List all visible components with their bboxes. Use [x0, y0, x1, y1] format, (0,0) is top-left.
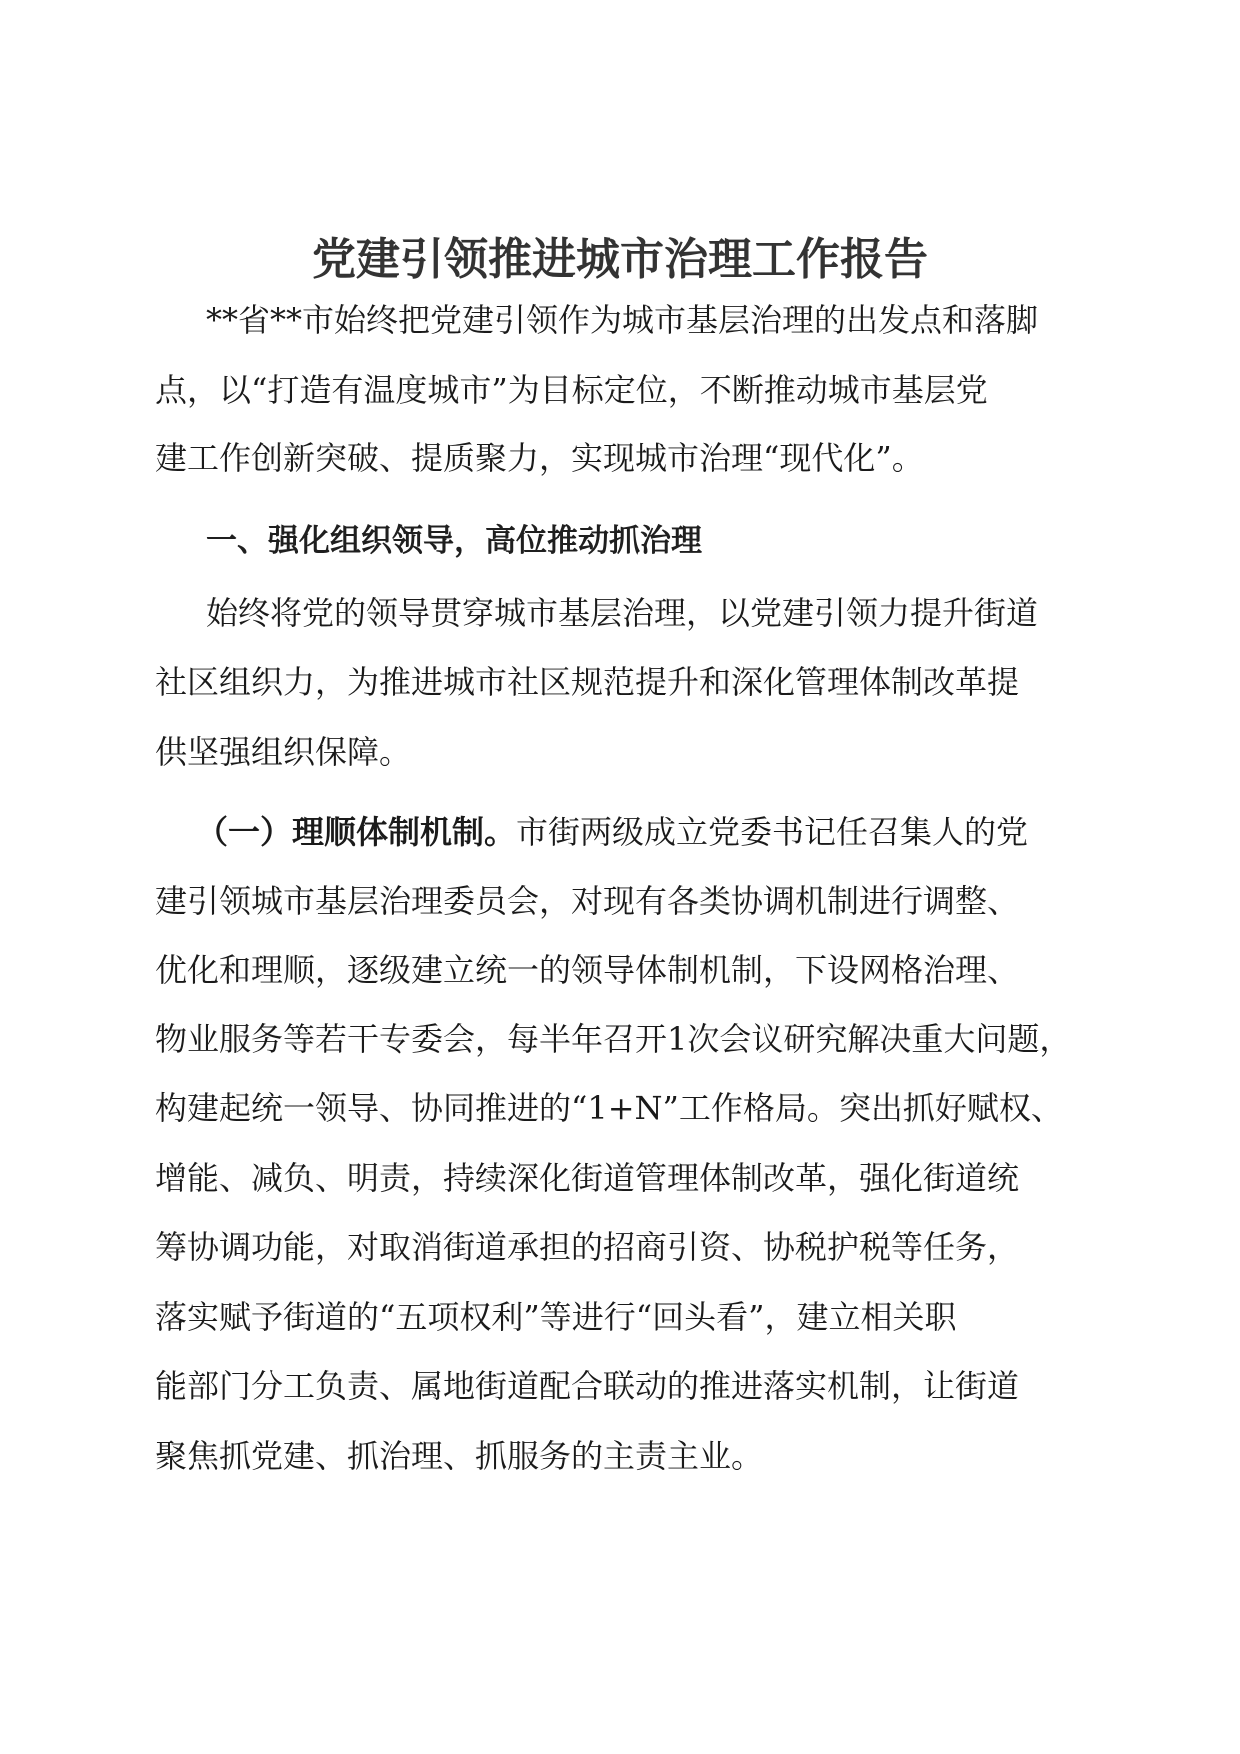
subsection1-line-1	[196, 806, 1028, 858]
section1-line-3: 供坚强组织保障。	[155, 733, 412, 771]
subsection1-line-8: 落实赋予街道的“五项权利”等进行“回头看”，建立相关职	[155, 1298, 957, 1336]
subsection-label: （一）理顺体制机制。	[196, 813, 517, 851]
intro-line-2: 点，以“打造有温度城市”为目标定位，不断推动城市基层党	[155, 371, 988, 409]
subsection1-line-4: 物业服务等若干专委会，每半年召开1次会议研究解决重大问题，	[155, 1020, 1072, 1058]
subsection1-line-7: 筹协调功能，对取消街道承担的招商引资、协税护税等任务，	[155, 1228, 1020, 1266]
section1-line-1: 始终将党的领导贯穿城市基层治理，以党建引领力提升街道	[206, 594, 1039, 632]
subsection1-line-3: 优化和理顺，逐级建立统一的领导体制机制，下设网格治理、	[155, 951, 1020, 989]
intro-line-3: 建工作创新突破、提质聚力，实现城市治理“现代化”。	[155, 439, 924, 477]
subsection1-line-9: 能部门分工负责、属地街道配合联动的推进落实机制，让街道	[155, 1367, 1020, 1405]
subsection1-text-1: 市街两级成立党委书记任召集人的党	[516, 813, 1029, 851]
document-title: 党建引领推进城市治理工作报告	[312, 234, 928, 285]
subsection1-line-5: 构建起统一领导、协同推进的“1+N”工作格局。突出抓好赋权、	[155, 1089, 1063, 1127]
subsection1-line-6: 增能、减负、明责，持续深化街道管理体制改革，强化街道统	[155, 1159, 1020, 1197]
subsection1-line-10: 聚焦抓党建、抓治理、抓服务的主责主业。	[155, 1437, 764, 1475]
section1-line-2: 社区组织力，为推进城市社区规范提升和深化管理体制改革提	[155, 663, 1020, 701]
section-heading: 一、强化组织领导，高位推动抓治理	[206, 523, 702, 559]
subsection1-line-2: 建引领城市基层治理委员会，对现有各类协调机制进行调整、	[155, 882, 1020, 920]
intro-line-1: **省**市始终把党建引领作为城市基层治理的出发点和落脚	[206, 301, 1039, 339]
